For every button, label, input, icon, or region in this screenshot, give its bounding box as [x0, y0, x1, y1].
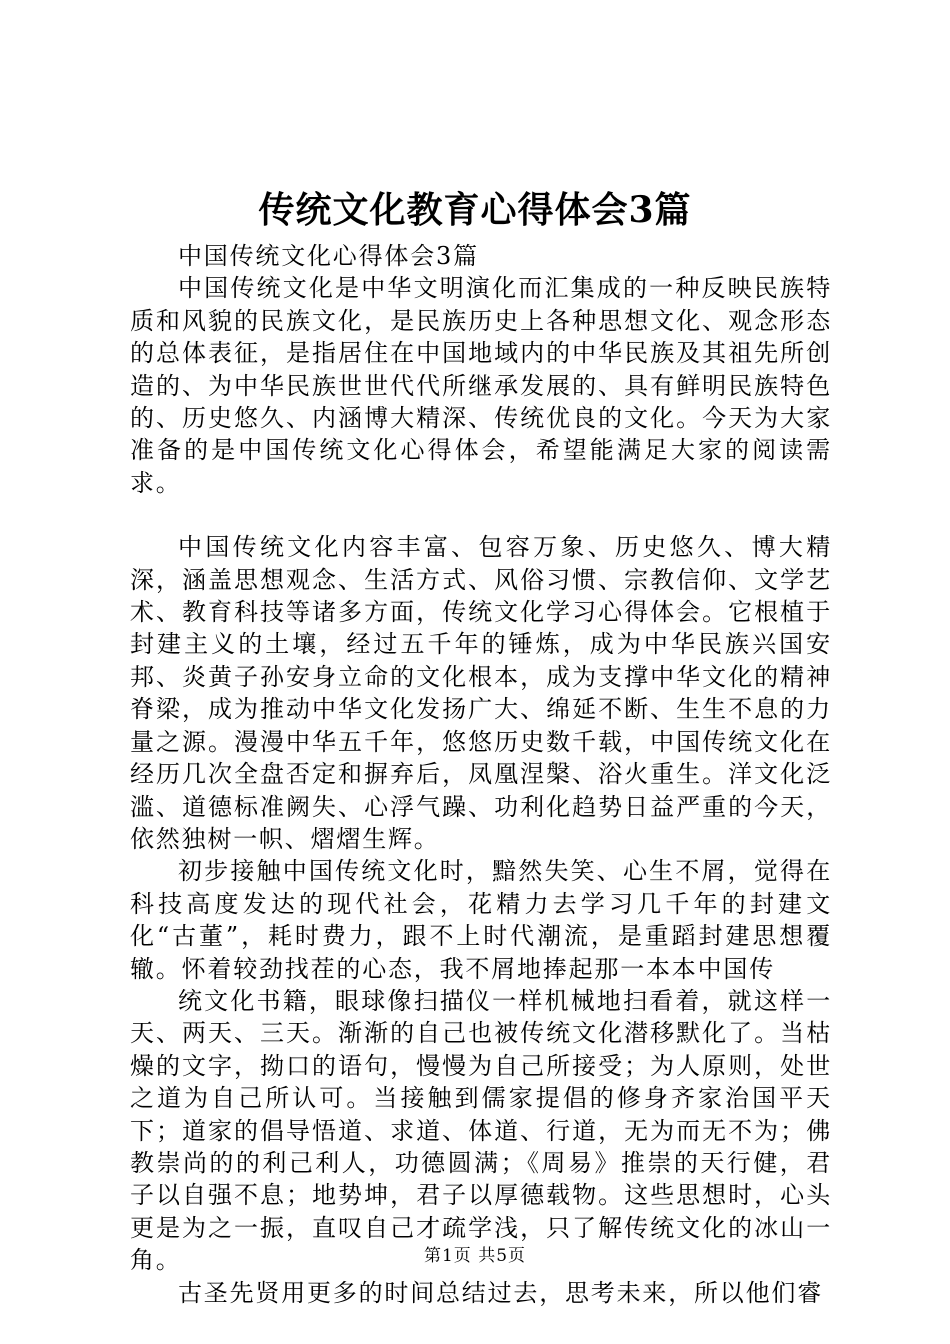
page-footer: 第1页 共5页: [423, 1246, 527, 1266]
paragraph: 统文化书籍，眼球像扫描仪一样机械地扫看着，就这样一天、两天、三天。渐渐的自己也被传统文化潜移默化了。当枯燥的文字，拗口的语句，慢慢为自己所接受；为人原则，处世之道为自己所认可。当接触到儒家提倡的修身齐家治国平天下；道家的倡导悟道、求道、体道、行道，无为而无不为；佛教崇尚的的利己利人，功德圆满；《周易》推崇的天行健，君子以自强不息；地势坤，君子以厚德载物。这些思想时，心头更是为之一振，直叹自己才疏学浅，只了解传统文化的冰山一角。: [130, 986, 832, 1275]
document-title: 传统文化教育心得体会3篇: [258, 189, 692, 231]
paragraph: 初步接触中国传统文化时，黯然失笑、心生不屑，觉得在科技高度发达的现代社会，花精力去学习几千年的封建文化“古董”，耗时费力，跟不上时代潮流，是重蹈封建思想覆辙。怀着较劲找茬的心态，我不屑地捧起那一本本中国传: [130, 857, 832, 983]
paragraph: 中国传统文化是中华文明演化而汇集成的一种反映民族特质和风貌的民族文化，是民族历史上各种思想文化、观念形态的总体表征，是指居住在中国地域内的中华民族及其祖先所创造的、为中华民族世世代代所继承发展的、具有鲜明民族特色的、历史悠久、内涵博大精深、传统优良的文化。今天为大家准备的是中国传统文化心得体会，希望能满足大家的阅读需求。: [130, 274, 832, 497]
document-body: [130, 240, 832, 1309]
document-subtitle: 中国传统文化心得体会3篇: [178, 242, 479, 270]
paragraph: 中国传统文化内容丰富、包容万象、历史悠久、博大精深，涵盖思想观念、生活方式、风俗习惯、宗教信仰、文学艺术、教育科技等诸多方面，传统文化学习心得体会。它根植于封建主义的土壤，经过五千年的锤炼，成为中华民族兴国安邦、炎黄子孙安身立命的文化根本，成为支撑中华文化的精神脊梁，成为推动中华文化发扬广大、绵延不断、生生不息的力量之源。漫漫中华五千年，悠悠历史数千载，中国传统文化在经历几次全盘否定和摒弃后，凤凰涅槃、浴火重生。洋文化泛滥、道德标准阙失、心浮气躁、功利化趋势日益严重的今天，依然独树一帜、熠熠生辉。: [130, 533, 832, 853]
paragraph: 古圣先贤用更多的时间总结过去，思考未来，所以他们睿: [178, 1278, 823, 1307]
